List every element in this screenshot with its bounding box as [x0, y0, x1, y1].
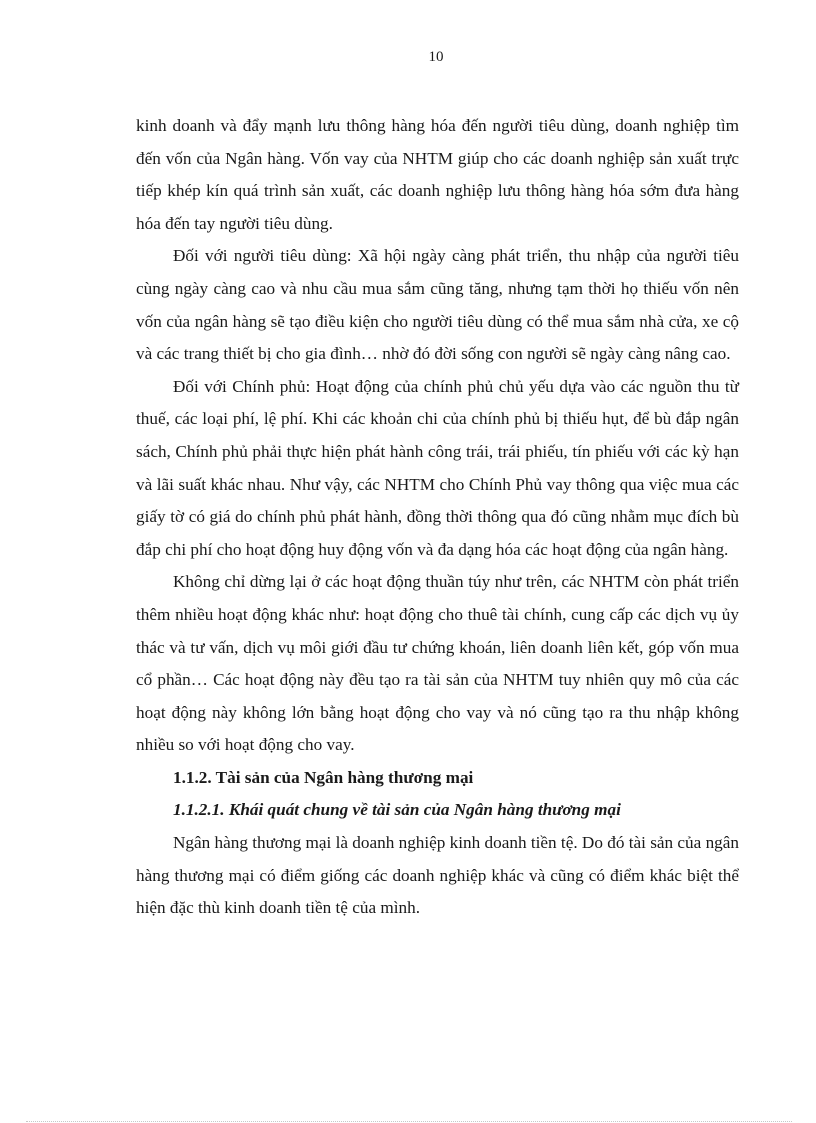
paragraph-government: Đối với Chính phủ: Hoạt động của chính phủ chủ yếu dựa vào các nguồn thu từ thuế, các loại phí, lệ phí. Khi các khoản chi của chính phủ bị thiếu hụt, để bù đắp ngân sách, Chính phủ phải thực hiện phát hành công trái, trái phiếu, tín phiếu với các kỳ hạn và lãi suất khác nhau. Như vậy, các NHTM cho Chính Phủ vay thông qua việc mua các giấy tờ có giá do chính phủ phát hành, đồng thời thông qua đó cũng nhằm mục đích bù đắp chi phí cho hoạt động huy động vốn và đa dạng hóa các hoạt động của ngân hàng.	[136, 376, 739, 559]
page-bottom-divider	[26, 1121, 792, 1122]
paragraph-consumers: Đối với người tiêu dùng: Xã hội ngày càng phát triển, thu nhập của người tiêu cùng ngày càng cao và nhu cầu mua sắm cũng tăng, nhưng tạm thời họ thiếu vốn nên vốn của ngân hàng sẽ tạo điều kiện cho người tiêu dùng có thể mua sắm nhà cửa, xe cộ và các trang thiết bị cho gia đình… nhờ đó đời sống con người sẽ ngày càng nâng cao.	[136, 246, 739, 364]
paragraph-assets-overview: Ngân hàng thương mại là doanh nghiệp kinh doanh tiền tệ. Do đó tài sản của ngân hàng thương mại có điểm giống các doanh nghiệp khác và cũng có điểm khác biệt thể hiện đặc thù kinh doanh tiền tệ của mình.	[136, 833, 739, 918]
page-number: 10	[428, 49, 444, 65]
section-heading: 1.1.2. Tài sản của Ngân hàng thương mại	[173, 767, 474, 787]
body-text	[136, 110, 739, 925]
paragraph-continued: kinh doanh và đẩy mạnh lưu thông hàng hóa đến người tiêu dùng, doanh nghiệp tìm đến vốn của Ngân hàng. Vốn vay của NHTM giúp cho các doanh nghiệp sản xuất trực tiếp khép kín quá trình sản xuất, các doanh nghiệp lưu thông hàng hóa sớm đưa hàng hóa đến tay người tiêu dùng.	[136, 116, 739, 233]
paragraph-other-activities: Không chỉ dừng lại ở các hoạt động thuần túy như trên, các NHTM còn phát triển thêm nhiều hoạt động khác như: hoạt động cho thuê tài chính, cung cấp các dịch vụ ủy thác và tư vấn, dịch vụ môi giới đầu tư chứng khoán, liên doanh liên kết, góp vốn mua cổ phần… Các hoạt động này đều tạo ra tài sản của NHTM tuy nhiên quy mô của các hoạt động này không lớn bằng hoạt động cho vay và nó cũng tạo ra thu nhập không nhiều so với hoạt động cho vay.	[136, 572, 739, 755]
subsection-heading: 1.1.2.1. Khái quát chung về tài sản của Ngân hàng thương mại	[173, 800, 621, 820]
